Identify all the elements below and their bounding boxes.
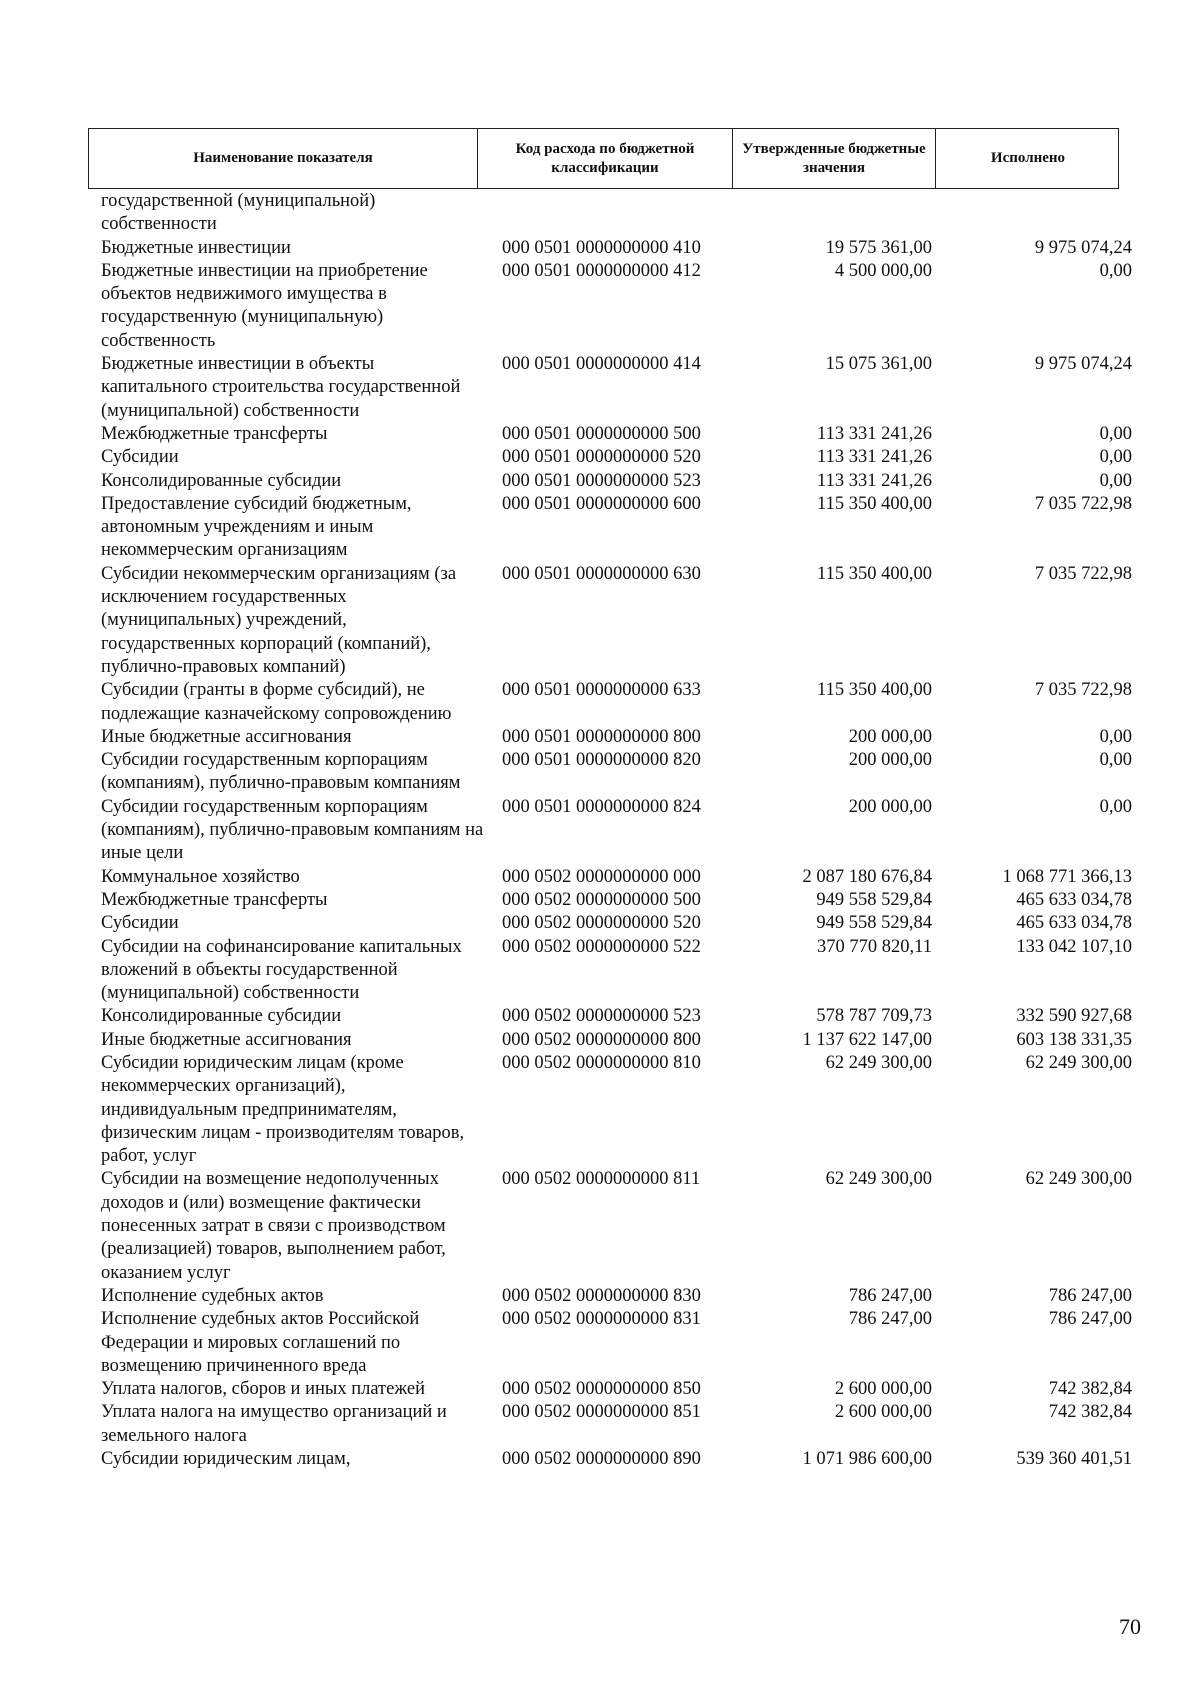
row-code: 000 0502 0000000000 830 [502,1285,701,1306]
row-code: 000 0501 0000000000 633 [502,680,701,701]
header-executed: Исполнено [990,150,1066,166]
table-body [0,190,1200,1471]
row-name: Консолидированные субсидии [101,1006,342,1027]
row-name: Субсидии на возмещение недополученных доходов и (или) возмещение фактически понесенных затрат в связи с производством (реализацией) товаров, выполнением работ, оказанием услуг [101,1169,446,1283]
row-approved: 2 600 000,00 [834,1402,932,1423]
row-executed: 603 138 331,35 [1016,1029,1132,1050]
row-approved: 200 000,00 [848,750,932,771]
row-executed: 7 035 722,98 [1034,563,1132,584]
header-approved: Утвержденные бюджетные значения [733,129,936,188]
row-name: Предоставление субсидий бюджетным, автономным учреждениям и иным некоммерческим организациям [101,493,412,561]
table-row [101,470,1132,493]
row-approved: 15 075 361,00 [825,354,932,375]
row-name: Субсидии государственным корпорациям (компаниям), публично-правовым компаниям [101,750,461,794]
row-executed: 465 633 034,78 [1016,913,1132,934]
row-name: Иные бюджетные ассигнования [101,726,352,747]
row-name: Субсидии на софинансирование капитальных вложений в объекты государственной (муниципальной) собственности [101,936,462,1004]
table-row [101,866,1132,889]
row-name: Уплата налогов, сборов и иных платежей [101,1379,426,1400]
row-executed: 1 068 771 366,13 [1002,866,1132,887]
row-approved: 200 000,00 [848,796,932,817]
row-name: Субсидии [101,913,179,934]
table-row [101,260,1132,353]
row-name: Субсидии (гранты в форме субсидий), не подлежащие казначейскому сопровождению [101,680,452,724]
row-approved: 113 331 241,26 [817,423,932,444]
row-name: Субсидии юридическим лицам (кроме некоммерческих организаций), индивидуальным предпринимателям, физическим лицам - производителям товаров, работ, услуг [101,1052,465,1167]
header-name: Наименование показателя [89,129,478,188]
row-executed: 742 382,84 [1048,1402,1132,1423]
row-code: 000 0501 0000000000 410 [502,237,701,258]
row-approved: 113 331 241,26 [817,447,932,468]
row-approved: 2 087 180 676,84 [802,866,932,887]
row-name: Исполнение судебных актов [101,1285,324,1306]
table-row [101,1448,1132,1471]
row-approved: 786 247,00 [848,1285,932,1306]
row-code: 000 0502 0000000000 810 [502,1052,701,1073]
row-executed: 742 382,84 [1048,1379,1132,1400]
row-code: 000 0501 0000000000 520 [502,447,701,468]
table-row [101,563,1132,679]
row-code: 000 0502 0000000000 811 [502,1169,701,1190]
row-approved: 115 350 400,00 [817,493,932,514]
row-code: 000 0501 0000000000 414 [502,354,701,375]
row-approved: 949 558 529,84 [816,913,932,934]
row-name: Субсидии некоммерческим организациям (за исключением государственных (муниципальных) учреждений, государственных корпораций (компаний), публично-правовых компаний) [101,563,457,677]
row-code: 000 0501 0000000000 820 [502,750,701,771]
table-row [101,889,1132,912]
table-row [101,936,1132,1006]
row-name: Исполнение судебных актов Российской Федерации и мировых соглашений по возмещению причиненного вреда [101,1309,420,1376]
row-executed [948,190,1132,237]
row-code: 000 0501 0000000000 800 [502,726,701,747]
row-code: 000 0502 0000000000 000 [502,866,701,887]
row-code: 000 0501 0000000000 412 [502,260,701,281]
row-name: Консолидированные субсидии [101,470,342,491]
row-code: 000 0502 0000000000 831 [502,1309,701,1330]
table-row [101,1401,1132,1448]
row-approved: 115 350 400,00 [817,680,932,701]
table-row [101,796,1132,866]
row-code: 000 0501 0000000000 523 [502,470,701,491]
table-row [101,423,1132,446]
row-approved: 4 500 000,00 [834,260,932,281]
table-row [101,190,1132,237]
table-row [101,1378,1132,1401]
row-name: Субсидии юридическим лицам, [101,1449,351,1470]
row-executed: 0,00 [1099,447,1132,468]
table-row [101,1308,1132,1378]
row-executed: 786 247,00 [1048,1309,1132,1330]
row-name: Коммунальное хозяйство [101,866,300,887]
row-approved [745,190,948,237]
row-approved: 2 600 000,00 [834,1379,932,1400]
row-name: Бюджетные инвестиции [101,237,291,258]
row-executed: 9 975 074,24 [1034,354,1132,375]
row-executed: 9 975 074,24 [1034,237,1132,258]
row-approved: 1 071 986 600,00 [802,1449,932,1470]
row-code: 000 0501 0000000000 824 [502,796,701,817]
row-code: 000 0502 0000000000 890 [502,1449,701,1470]
row-approved: 200 000,00 [848,726,932,747]
table-row [101,726,1132,749]
table-row [101,446,1132,469]
row-code: 000 0502 0000000000 523 [502,1006,701,1027]
page-number: 70 [1119,1614,1141,1639]
row-executed: 0,00 [1099,260,1132,281]
row-executed: 786 247,00 [1048,1285,1132,1306]
row-approved: 113 331 241,26 [817,470,932,491]
row-executed: 0,00 [1099,470,1132,491]
row-code: 000 0502 0000000000 800 [502,1029,701,1050]
header-code: Код расхода по бюджетной классификации [478,129,733,188]
row-executed: 0,00 [1099,726,1132,747]
row-approved: 115 350 400,00 [817,563,932,584]
row-executed: 7 035 722,98 [1034,680,1132,701]
row-executed: 465 633 034,78 [1016,889,1132,910]
row-code: 000 0501 0000000000 600 [502,493,701,514]
row-name: Бюджетные инвестиции в объекты капитального строительства государственной (муниципальной) собственности [101,354,461,421]
row-approved: 62 249 300,00 [825,1169,932,1190]
table-row [101,237,1132,260]
row-code: 000 0502 0000000000 500 [502,889,701,910]
row-approved: 786 247,00 [848,1309,932,1330]
table-row [101,1052,1132,1168]
row-executed: 0,00 [1099,796,1132,817]
row-name: Субсидии государственным корпорациям (компаниям), публично-правовым компаниям на иные цели [101,796,484,864]
row-executed: 539 360 401,51 [1016,1449,1132,1470]
row-code [490,190,745,237]
row-name: Бюджетные инвестиции на приобретение объектов недвижимого имущества в государственную (муниципальную) собственность [101,260,428,351]
row-approved: 578 787 709,73 [816,1006,932,1027]
row-code: 000 0502 0000000000 850 [502,1379,701,1400]
row-executed: 0,00 [1099,423,1132,444]
row-name: государственной (муниципальной) собственности [101,191,376,235]
row-code: 000 0502 0000000000 522 [502,936,701,957]
row-executed: 62 249 300,00 [1025,1052,1132,1073]
table-header [88,128,1119,189]
row-name: Субсидии [101,447,179,468]
row-name: Межбюджетные трансферты [101,889,328,910]
row-approved: 370 770 820,11 [817,936,932,957]
row-executed: 133 042 107,10 [1016,936,1132,957]
row-executed: 7 035 722,98 [1034,493,1132,514]
row-approved: 19 575 361,00 [825,237,932,258]
row-executed: 332 590 927,68 [1016,1006,1132,1027]
row-executed: 62 249 300,00 [1025,1169,1132,1190]
table-row [101,1168,1132,1284]
table-row [101,353,1132,423]
table-row [101,1029,1132,1052]
row-code: 000 0501 0000000000 500 [502,423,701,444]
row-code: 000 0502 0000000000 851 [502,1402,701,1423]
row-approved: 62 249 300,00 [825,1052,932,1073]
row-code: 000 0502 0000000000 520 [502,913,701,934]
row-name: Иные бюджетные ассигнования [101,1029,352,1050]
row-name: Уплата налога на имущество организаций и земельного налога [101,1402,447,1446]
row-approved: 949 558 529,84 [816,889,932,910]
row-name: Межбюджетные трансферты [101,423,328,444]
row-code: 000 0501 0000000000 630 [502,563,701,584]
table-row [101,1005,1132,1028]
table-row [101,912,1132,935]
row-approved: 1 137 622 147,00 [802,1029,932,1050]
table-row [101,493,1132,563]
table-row [101,679,1132,726]
row-executed: 0,00 [1099,750,1132,771]
table-row [101,1285,1132,1308]
table-row [101,749,1132,796]
